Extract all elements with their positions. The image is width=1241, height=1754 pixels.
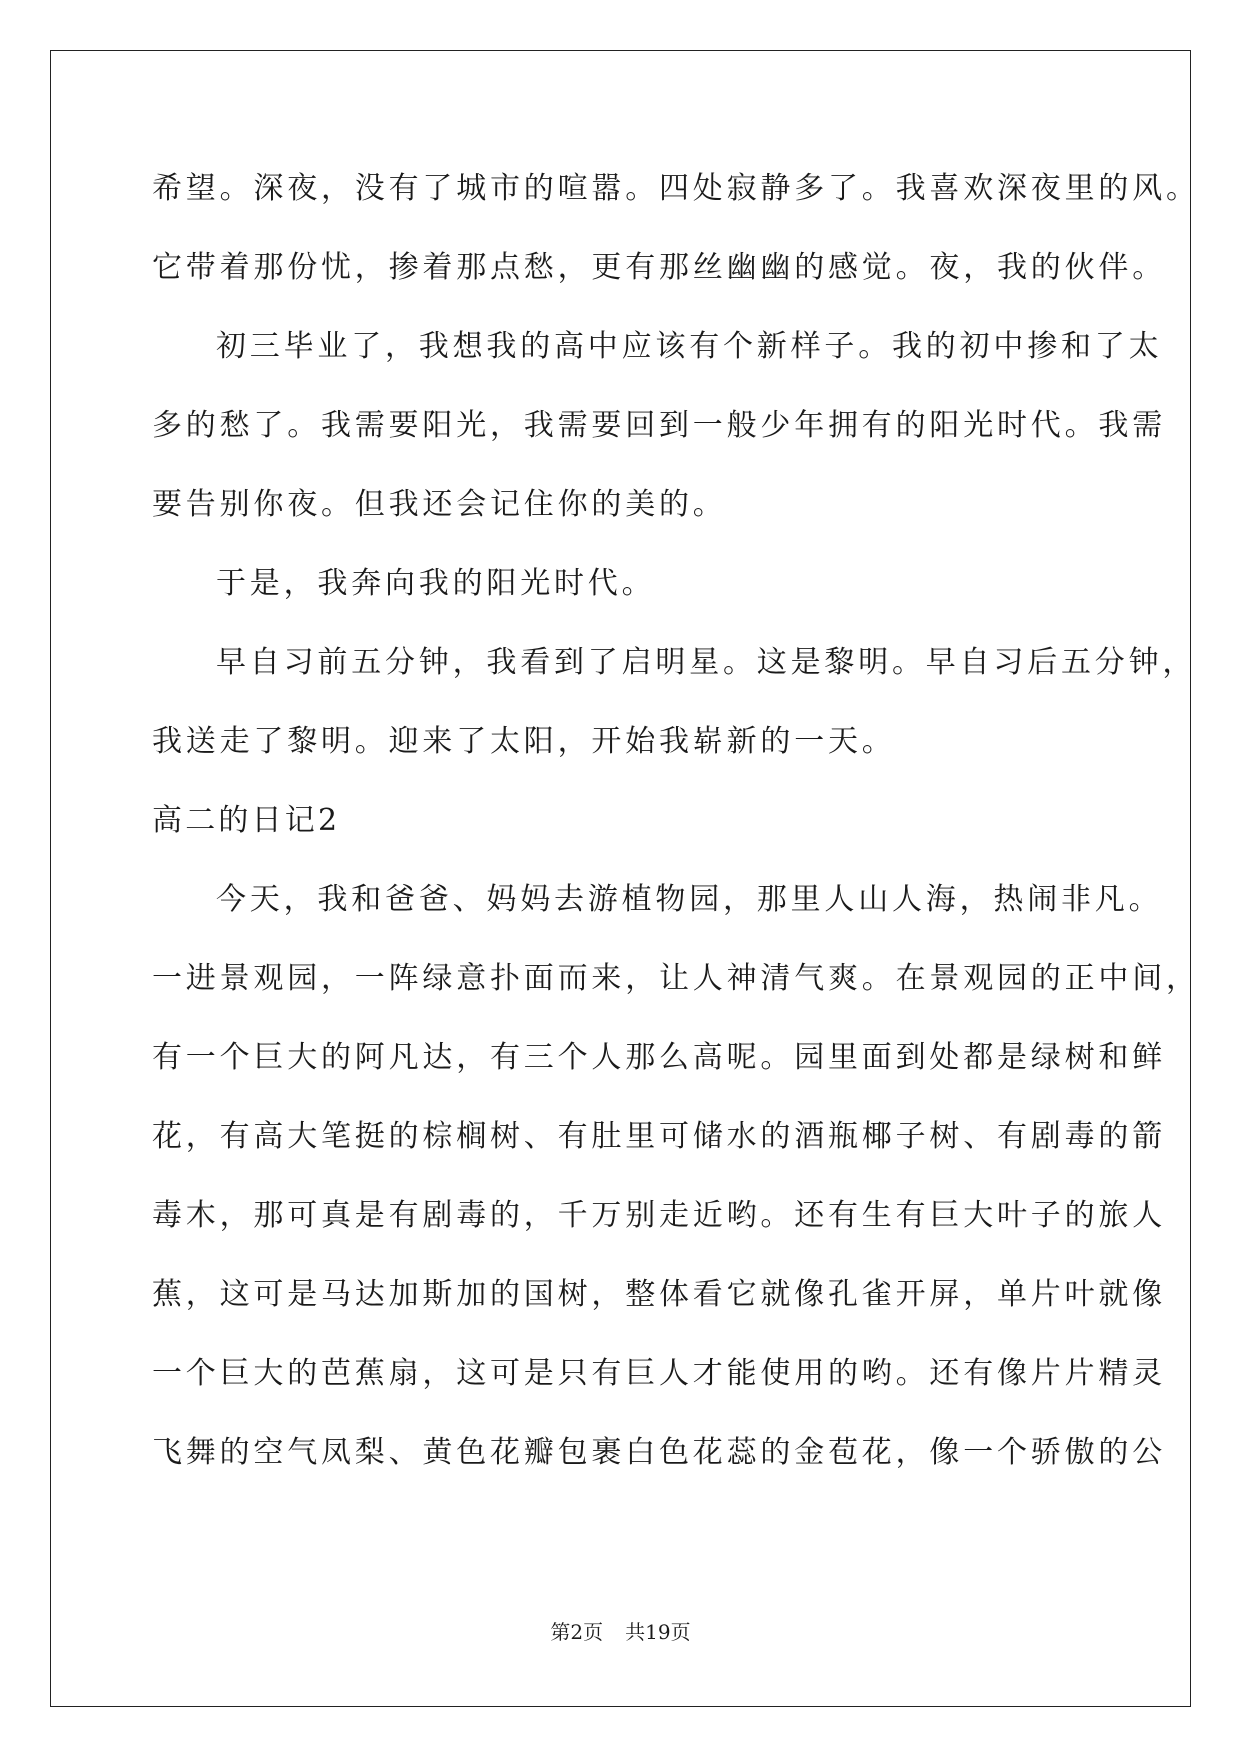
text-line: 一个巨大的芭蕉扇，这可是只有巨人才能使用的哟。还有像片片精灵	[152, 1356, 1166, 1391]
text-line: 我送走了黎明。迎来了太阳，开始我崭新的一天。	[152, 724, 896, 759]
paragraph-start-line: 早自习前五分钟，我看到了启明星。这是黎明。早自习后五分钟，	[216, 645, 1197, 680]
text-line: 飞舞的空气凤梨、黄色花瓣包裹白色花蕊的金苞花，像一个骄傲的公	[152, 1435, 1166, 1470]
text-line: 多的愁了。我需要阳光，我需要回到一般少年拥有的阳光时代。我需	[152, 408, 1166, 443]
text-line: 一进景观园，一阵绿意扑面而来，让人神清气爽。在景观园的正中间，	[152, 961, 1200, 996]
section-heading: 高二的日记2	[152, 803, 341, 838]
paragraph-start-line: 初三毕业了，我想我的高中应该有个新样子。我的初中掺和了太	[216, 329, 1163, 364]
text-line: 蕉，这可是马达加斯加的国树，整体看它就像孔雀开屏，单片叶就像	[152, 1277, 1166, 1312]
document-body	[152, 160, 1200, 1503]
text-line: 它带着那份忧，掺着那点愁，更有那丝幽幽的感觉。夜，我的伙伴。	[152, 250, 1166, 285]
paragraph-start-line: 今天，我和爸爸、妈妈去游植物园，那里人山人海，热闹非凡。	[216, 882, 1163, 917]
text-line: 有一个巨大的阿凡达，有三个人那么高呢。园里面到处都是绿树和鲜	[152, 1040, 1166, 1075]
text-line: 要告别你夜。但我还会记住你的美的。	[152, 487, 727, 522]
page-number-total: 共19页	[625, 1620, 691, 1644]
page-number-current: 第2页	[550, 1620, 604, 1644]
text-line: 毒木，那可真是有剧毒的，千万别走近哟。还有生有巨大叶子的旅人	[152, 1198, 1166, 1233]
page-footer	[0, 1616, 1241, 1645]
text-line: 希望。深夜，没有了城市的喧嚣。四处寂静多了。我喜欢深夜里的风。	[152, 171, 1200, 206]
paragraph-start-line: 于是，我奔向我的阳光时代。	[216, 566, 656, 601]
text-line: 花，有高大笔挺的棕榈树、有肚里可储水的酒瓶椰子树、有剧毒的箭	[152, 1119, 1166, 1154]
